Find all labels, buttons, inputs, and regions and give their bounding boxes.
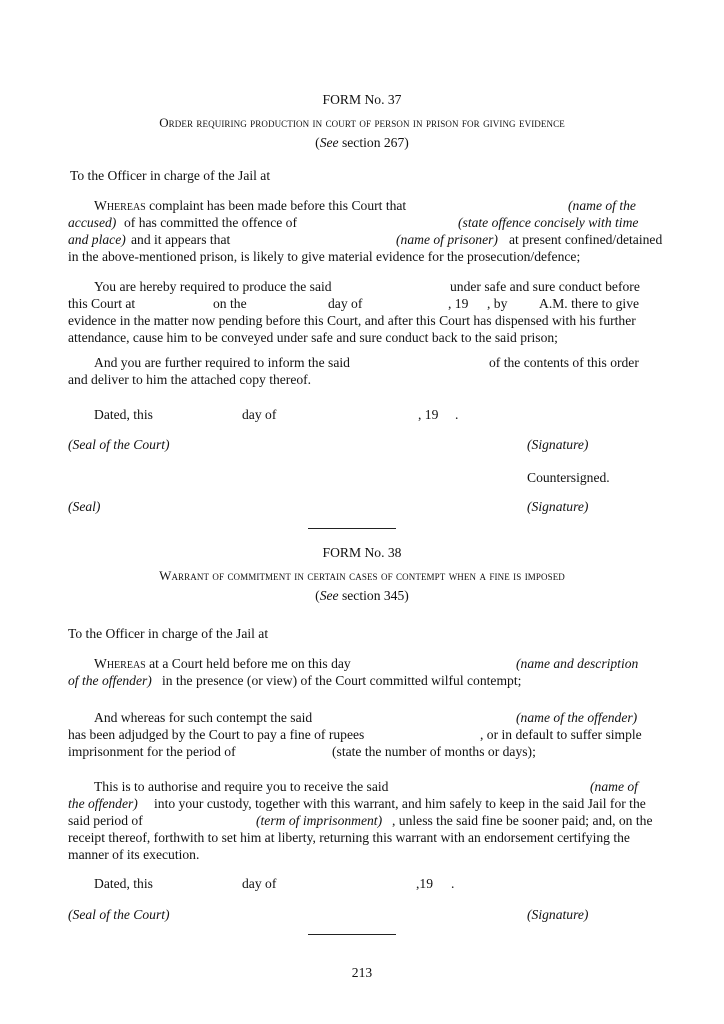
form37-title: FORM No. 37	[322, 92, 402, 107]
form37-p1-l1b: (name of the	[568, 198, 636, 213]
form38-title: FORM No. 38	[322, 545, 402, 560]
form37-dated-c: , 19	[418, 407, 439, 422]
form38-see: See	[319, 588, 339, 603]
form38-p3-l3b: (term of imprisonment)	[256, 813, 383, 828]
form37-addressee: To the Officer in charge of the Jail at	[70, 168, 271, 183]
form37-p1-l3b: and it appears that	[131, 232, 231, 247]
form38-p3-l4: receipt thereof, forthwith to set him at liberty, returning this warrant with an endorsement certifying the	[68, 830, 630, 845]
form38-p3-l2b: into your custody, together with this warrant, and him safely to keep in the said Jail for the	[154, 796, 646, 811]
form37-p3-l1b: of the contents of this order	[489, 355, 639, 370]
form38-subtitle	[0, 568, 724, 584]
form37-section-ref: (See section 267)	[315, 135, 409, 150]
form37-seal: (Seal)	[68, 499, 101, 514]
form37-dated-d: .	[455, 407, 459, 422]
form38-p2-l3b: (state the number of months or days);	[332, 744, 536, 759]
form37-p1-l3d: at present confined/detained	[509, 232, 663, 247]
form37-whereas: Whereas	[94, 198, 146, 213]
form38-p3-l1a: This is to authorise and require you to receive the said	[94, 779, 389, 794]
form37-p2-l2c: day of	[328, 296, 363, 311]
form38-p3-l1b: (name of	[590, 779, 638, 794]
form37-p1-l1a: complaint has been made before this Court that	[149, 198, 407, 213]
form37-signature-2: (Signature)	[527, 499, 589, 514]
form37-p3-l1a: And you are further required to inform the said	[94, 355, 350, 370]
form37-p1-line1a	[94, 197, 406, 214]
form37-p1-l2c: (state offence concisely with time	[458, 215, 639, 230]
form38-p1-l2a: of the offender)	[68, 673, 152, 688]
form37-p2-l4: attendance, cause him to be conveyed under safe and sure conduct back to the said prison;	[68, 330, 558, 345]
form38-p3-l3c: , unless the said fine be sooner paid; and, on the	[392, 813, 653, 828]
form37-p1-l3c: (name of prisoner)	[396, 232, 498, 247]
form38-p2-l2b: , or in default to suffer simple	[480, 727, 642, 742]
form37-p1-l3a: and place)	[68, 232, 126, 247]
form38-seal-court: (Seal of the Court)	[68, 907, 170, 922]
form37-p2-l1a: You are hereby required to produce the said	[94, 279, 332, 294]
form37-subtitle-text: Order requiring production in court of person in prison for giving evidence	[159, 115, 565, 130]
form38-p1-l1a: at a Court held before me on this day	[149, 656, 351, 671]
form37-p1-l4: in the above-mentioned prison, is likely to give material evidence for the prosecution/defence;	[68, 249, 581, 264]
form38-p1-l2b: in the presence (or view) of the Court committed wilful contempt;	[162, 673, 522, 688]
form37-countersigned: Countersigned.	[527, 470, 610, 485]
form37-p2-l3: evidence in the matter now pending before this Court, and after this Court has dispensed with his further	[68, 313, 636, 328]
form37-p1-l2a: accused)	[68, 215, 117, 230]
form38-section-ref: (See section 345)	[315, 588, 409, 603]
form37-seal-court: (Seal of the Court)	[68, 437, 170, 452]
form38-p2-l1a: And whereas for such contempt the said	[94, 710, 313, 725]
section-divider-2	[308, 934, 396, 935]
form38-p2-l3a: imprisonment for the period of	[68, 744, 236, 759]
form37-section: section 267)	[341, 135, 409, 150]
form38-p2-l1b: (name of the offender)	[516, 710, 638, 725]
form38-signature: (Signature)	[527, 907, 589, 922]
form37-dated-b: day of	[242, 407, 277, 422]
form38-p1-l1b: (name and description	[516, 656, 639, 671]
form38-p3-l2a: the offender)	[68, 796, 138, 811]
form38-whereas: Whereas	[94, 656, 146, 671]
form38-dated-b: day of	[242, 876, 277, 891]
form38-p2-l2a: has been adjudged by the Court to pay a fine of rupees	[68, 727, 365, 742]
form37-subtitle	[0, 115, 724, 131]
form37-see: See	[319, 135, 339, 150]
form37-p2-l2f: A.M. there to give	[539, 296, 640, 311]
form38-dated-a: Dated, this	[94, 876, 153, 891]
page-number: 213	[351, 965, 373, 980]
form38-subtitle-text: Warrant of commitment in certain cases of contempt when a fine is imposed	[159, 568, 565, 583]
form38-p1-line1a	[94, 655, 351, 672]
form37-p2-l1b: under safe and sure conduct before	[450, 279, 640, 294]
form37-p2-l2d: , 19	[448, 296, 469, 311]
form37-dated-a: Dated, this	[94, 407, 153, 422]
form38-dated-c: ,19	[416, 876, 433, 891]
form37-p2-l2b: on the	[213, 296, 247, 311]
form37-signature-1: (Signature)	[527, 437, 589, 452]
form38-p3-l5: manner of its execution.	[68, 847, 200, 862]
form38-addressee: To the Officer in charge of the Jail at	[68, 626, 269, 641]
form37-p3-l2: and deliver to him the attached copy thereof.	[68, 372, 312, 387]
form38-p3-l3a: said period of	[68, 813, 143, 828]
form37-p2-l2e: , by	[487, 296, 508, 311]
section-divider-1	[308, 528, 396, 529]
form37-p2-l2a: this Court at	[68, 296, 136, 311]
form37-p1-l2b: of has committed the offence of	[124, 215, 298, 230]
form38-section: section 345)	[341, 588, 409, 603]
form38-dated-d: .	[451, 876, 455, 891]
